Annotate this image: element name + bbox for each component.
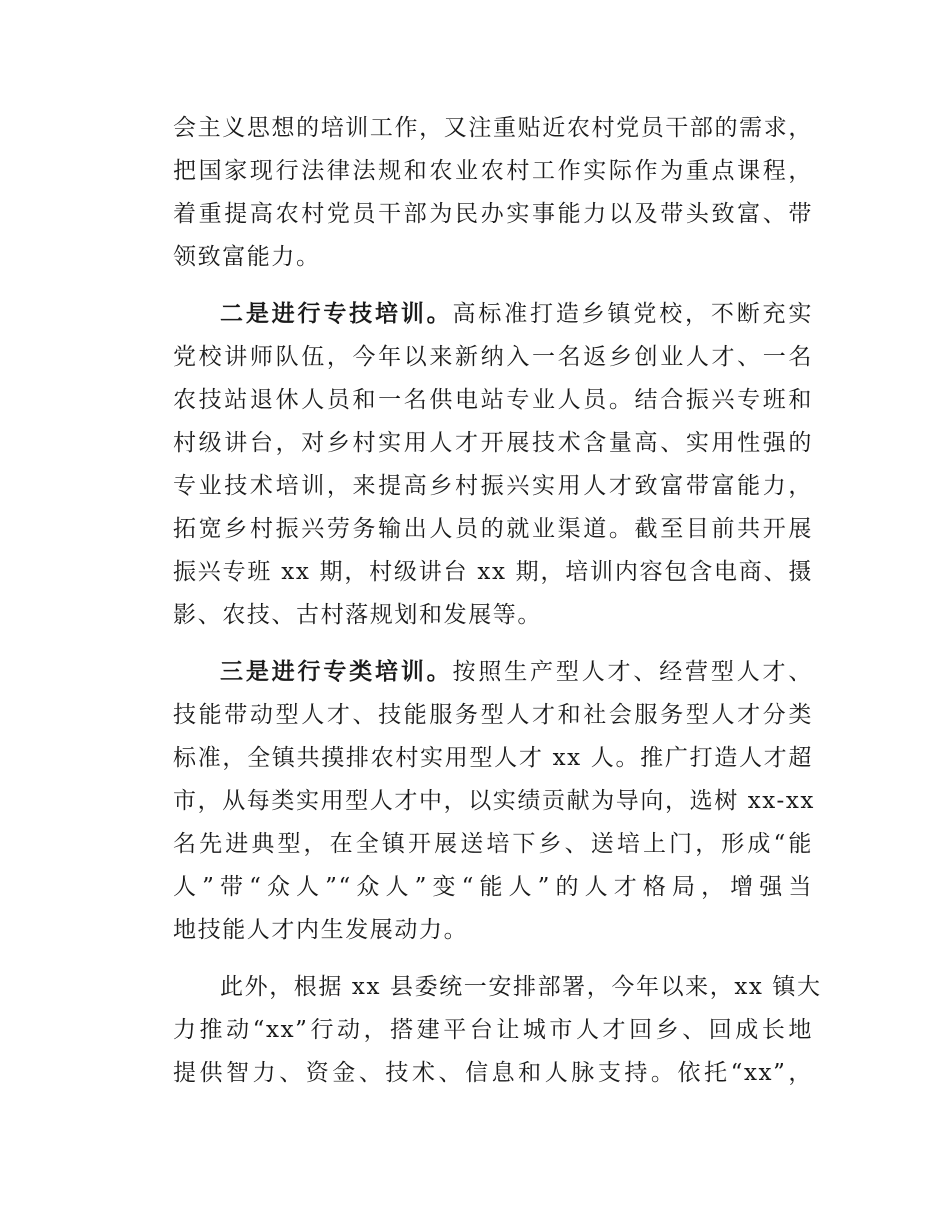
paragraph-2-line-4: 村级讲台，对乡村实用人才开展技术含量高、实用性强的 (173, 430, 813, 456)
paragraph-1-line-1: 会主义思想的培训工作，又注重贴近农村党员干部的需求， (173, 115, 813, 141)
paragraph-4-line-1: 此外，根据 xx 县委统一安排部署，今年以来，xx 镇大 (220, 974, 822, 1000)
paragraph-2-line-8: 影、农技、古村落规划和发展等。 (173, 602, 542, 628)
paragraph-3-first-rest: 按照生产型人才、经营型人才、 (452, 659, 813, 685)
paragraph-2-line-3: 农技站退休人员和一名供电站专业人员。结合振兴专班和 (173, 387, 813, 413)
paragraph-2-first-rest: 高标准打造乡镇党校，不断充实 (452, 301, 813, 327)
paragraph-2-line-2: 党校讲师队伍，今年以来新纳入一名返乡创业人才、一名 (173, 344, 813, 370)
paragraph-4-line-3: 提供智力、资金、技术、信息和人脉支持。依托“xx”， (173, 1060, 813, 1086)
paragraph-2-line-7: 振兴专班 xx 期，村级讲台 xx 期，培训内容包含电商、摄 (173, 559, 813, 585)
paragraph-3-line-6: 人”带“众人”“众人”变“能人”的人才格局，增强当 (173, 874, 813, 900)
paragraph-4-line-2: 力推动“xx”行动，搭建平台让城市人才回乡、回成长地 (173, 1017, 813, 1043)
paragraph-2-lead: 二是进行专技培训。 (220, 301, 453, 327)
paragraph-3-line-4: 市，从每类实用型人才中，以实绩贡献为导向，选树 xx-xx (173, 788, 815, 814)
paragraph-2-line-1 (220, 298, 813, 330)
paragraph-3-lead: 三是进行专类培训。 (220, 659, 453, 685)
paragraph-1-line-2: 把国家现行法律法规和农业农村工作实际作为重点课程， (173, 158, 813, 184)
paragraph-2-line-5: 专业技术培训，来提高乡村振兴实用人才致富带富能力， (173, 473, 813, 499)
paragraph-3-line-2: 技能带动型人才、技能服务型人才和社会服务型人才分类 (173, 702, 813, 728)
paragraph-3-line-5: 名先进典型，在全镇开展送培下乡、送培上门，形成“能 (173, 831, 813, 857)
paragraph-3-line-1 (220, 656, 813, 688)
paragraph-3-line-7: 地技能人才内生发展动力。 (173, 917, 469, 943)
paragraph-1-line-4: 领致富能力。 (173, 244, 321, 270)
paragraph-3-line-3: 标准，全镇共摸排农村实用型人才 xx 人。推广打造人才超 (173, 745, 813, 771)
paragraph-1-line-3: 着重提高农村党员干部为民办实事能力以及带头致富、带 (173, 201, 813, 227)
paragraph-2-line-6: 拓宽乡村振兴劳务输出人员的就业渠道。截至目前共开展 (173, 516, 813, 542)
